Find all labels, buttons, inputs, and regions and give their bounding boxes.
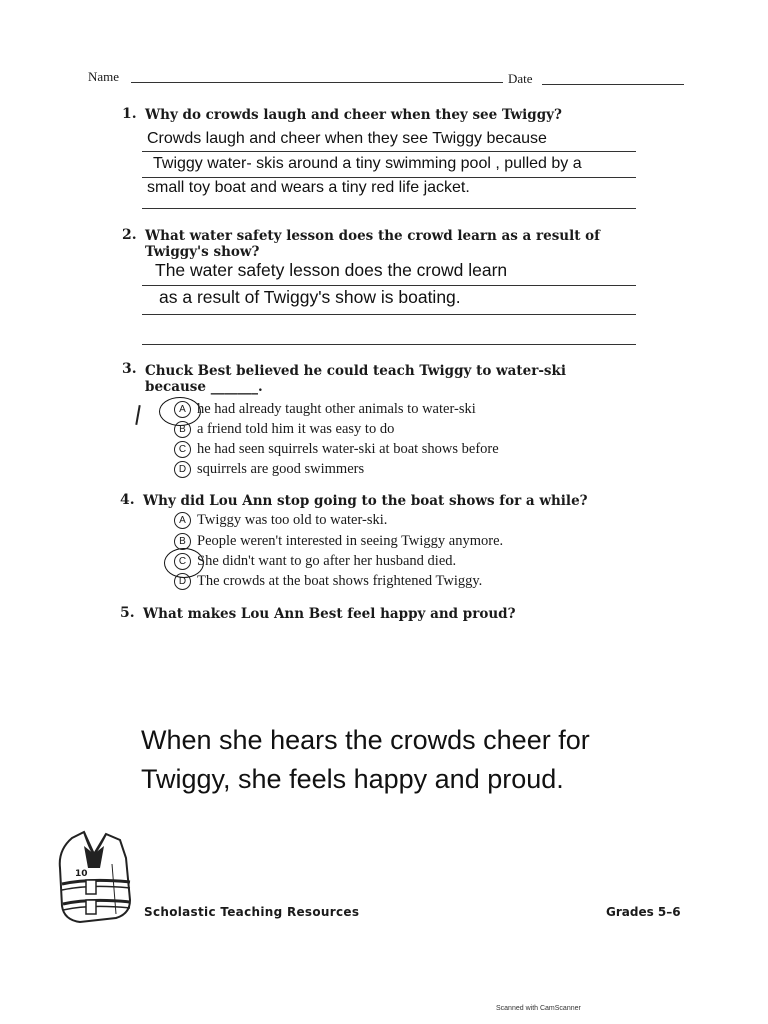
life-jacket-icon (50, 828, 142, 928)
q3-option-a-text: he had already taught other animals to water-ski (197, 401, 476, 417)
q2-prompt-line-2: Twiggy's show? (145, 244, 260, 260)
q4-option-c-bubble[interactable]: C (174, 553, 191, 570)
q4-option-a[interactable] (174, 512, 387, 529)
q1-rule-3 (142, 208, 636, 209)
pencil-tick-mark (135, 405, 140, 425)
q3-option-c-text: he had seen squirrels water-ski at boat shows before (197, 441, 499, 457)
q3-prompt-line-2: because _______. (145, 379, 263, 395)
q1-rule-1 (142, 151, 636, 152)
publisher-label: Scholastic Teaching Resources (144, 905, 360, 919)
q3-number: 3. (122, 361, 137, 377)
q3-option-c[interactable] (174, 441, 499, 458)
q1-answer-line-3: small toy boat and wears a tiny red life jacket. (147, 179, 470, 196)
q3-option-d-text: squirrels are good swimmers (197, 461, 365, 477)
q1-rule-2 (142, 177, 636, 178)
q3-prompt-line-1: Chuck Best believed he could teach Twiggy to water-ski (145, 363, 567, 379)
q3-option-b[interactable] (174, 421, 394, 438)
q2-answer-line-1: The water safety lesson does the crowd learn (155, 260, 508, 280)
q4-prompt: Why did Lou Ann stop going to the boat shows for a while? (143, 493, 588, 509)
q4-number: 4. (120, 492, 135, 508)
q4-option-b-text: People weren't interested in seeing Twiggy anymore. (197, 533, 504, 549)
grades-label: Grades 5–6 (606, 905, 681, 919)
q3-option-c-bubble[interactable]: C (174, 441, 191, 458)
q2-rule-1 (142, 285, 636, 286)
date-label: Date (508, 71, 533, 86)
q2-rule-2 (142, 314, 636, 315)
q4-option-c-text: She didn't want to go after her husband died. (197, 553, 457, 569)
q4-option-b-bubble[interactable]: B (174, 533, 191, 550)
life-jacket-number: 10 (75, 869, 88, 879)
q2-number: 2. (122, 227, 137, 243)
q3-option-a[interactable] (174, 401, 476, 418)
q4-option-c[interactable] (174, 553, 456, 570)
q2-answer-line-2: as a result of Twiggy's show is boating. (159, 287, 461, 307)
q3-option-d-bubble[interactable]: D (174, 461, 191, 478)
q4-option-a-bubble[interactable]: A (174, 512, 191, 529)
q1-answer-line-2: Twiggy water- skis around a tiny swimming pool , pulled by a (153, 155, 582, 172)
q3-option-a-bubble[interactable]: A (174, 401, 191, 418)
q4-option-d-bubble[interactable]: D (174, 573, 191, 590)
q4-option-d[interactable] (174, 573, 482, 590)
q5-prompt: What makes Lou Ann Best feel happy and proud? (143, 606, 516, 622)
name-line (131, 82, 503, 83)
q4-option-d-text: The crowds at the boat shows frightened Twiggy. (197, 573, 483, 589)
q4-option-b[interactable] (174, 533, 503, 550)
name-label: Name (88, 69, 120, 84)
q5-answer-line-2: Twiggy, she feels happy and proud. (141, 764, 564, 794)
q1-prompt: Why do crowds laugh and cheer when they see Twiggy? (145, 107, 562, 123)
q2-prompt-line-1: What water safety lesson does the crowd learn as a result of (145, 228, 600, 244)
q2-rule-3 (142, 344, 636, 345)
q5-answer-line-1: When she hears the crowds cheer for (141, 725, 590, 755)
q3-option-b-bubble[interactable]: B (174, 421, 191, 438)
q4-option-a-text: Twiggy was too old to water-ski. (197, 512, 388, 528)
q3-option-b-text: a friend told him it was easy to do (197, 421, 395, 437)
q1-number: 1. (122, 106, 137, 122)
scanner-note: Scanned with CamScanner (496, 1005, 581, 1012)
q5-number: 5. (120, 605, 135, 621)
date-line (542, 84, 684, 85)
q1-answer-line-1: Crowds laugh and cheer when they see Twiggy because (147, 130, 547, 147)
q3-option-d[interactable] (174, 461, 364, 478)
